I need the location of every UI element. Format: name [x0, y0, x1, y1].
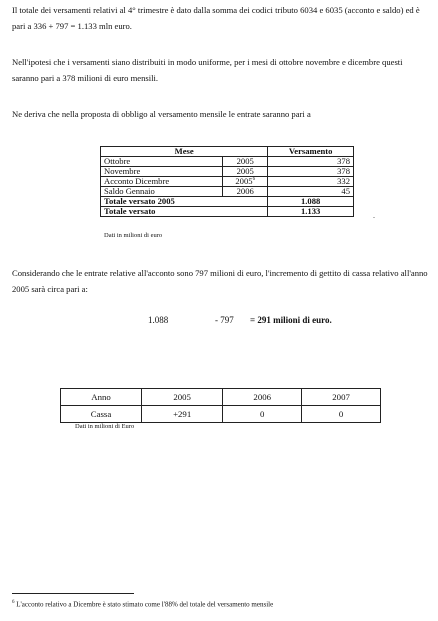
footnote-ref: 6: [252, 177, 256, 183]
total-row: [101, 197, 354, 207]
cell-year: [223, 177, 268, 187]
table-row: [101, 167, 354, 177]
calc-result: = 291 milioni di euro.: [250, 315, 332, 325]
table-row: [101, 177, 354, 187]
cell-month: Saldo Gennaio: [101, 187, 223, 197]
table-row: [61, 406, 381, 423]
paragraph-uniform-hypothesis: Nell'ipotesi che i versamenti siano distribuiti in modo uniforme, per i mesi di ottobre novembre e dicembre questi saranno pari a 378 milioni di euro mensili.: [12, 57, 403, 83]
table-row: [61, 389, 381, 406]
paragraph-considering-advance: Considerando che le entrate relative all'acconto sono 797 milioni di euro, l'incremento di gettito di cassa relativo all'anno 2005 sarà circa pari a:: [12, 268, 428, 294]
total-label: Totale versato 2005: [101, 197, 268, 207]
paragraph-total-payments: Il totale dei versamenti relativi al 4° trimestre è dato dalla somma dei codici tributo 6034 e 6035 (acconto e saldo) ed è pari a 336 + 797 = 1.133 mln euro.: [12, 5, 420, 31]
cell-year: [223, 187, 268, 197]
cell-value: 332: [268, 177, 354, 187]
cell-cassa-2007: 0: [302, 406, 381, 423]
table2-note: Dati in milioni di Euro: [75, 423, 135, 430]
total-value: 1.088: [268, 197, 354, 207]
year-value: 2005: [236, 166, 254, 176]
header-versamento: Versamento: [268, 147, 354, 157]
footnote-divider: [12, 593, 134, 594]
cell-value: 378: [268, 167, 354, 177]
cash-table: [60, 388, 381, 423]
cell-anno: Anno: [61, 389, 142, 406]
paragraph-monthly-proposal: Ne deriva che nella proposta di obbligo al versamento mensile le entrate saranno pari a: [12, 109, 311, 119]
year-value: 2005: [236, 156, 254, 166]
stray-mark: .: [373, 211, 375, 220]
calc-subtrahend: - 797: [215, 315, 234, 325]
footnote-number: 6: [12, 600, 15, 605]
cell-month: Ottobre: [101, 157, 223, 167]
payments-table: [100, 146, 354, 217]
cell-month: Novembre: [101, 167, 223, 177]
footnote-text: L'acconto relativo a Dicembre è stato stimato come l'88% del totale del versamento mensile: [14, 600, 274, 609]
total-value: 1.133: [268, 207, 354, 217]
year-value: 2006: [236, 186, 254, 196]
total-label: Totale versato: [101, 207, 268, 217]
cell-value: 378: [268, 157, 354, 167]
year-value: 2005: [235, 176, 253, 186]
header-mese: Mese: [101, 147, 268, 157]
cell-2006: 2006: [223, 389, 302, 406]
table-header-row: [101, 147, 354, 157]
table-row: [101, 187, 354, 197]
cell-year: [223, 167, 268, 177]
table1-note: Dati in milioni di euro: [104, 232, 163, 239]
cell-cassa-2005: +291: [142, 406, 223, 423]
total-row: [101, 207, 354, 217]
cell-year: [223, 157, 268, 167]
cell-value: 45: [268, 187, 354, 197]
cell-2007: 2007: [302, 389, 381, 406]
calc-operand: 1.088: [148, 315, 169, 325]
cell-cassa: Cassa: [61, 406, 142, 423]
cell-month: Acconto Dicembre: [101, 177, 223, 187]
cell-2005: 2005: [142, 389, 223, 406]
cell-cassa-2006: 0: [223, 406, 302, 423]
footnote: [12, 600, 273, 608]
table-row: [101, 157, 354, 167]
